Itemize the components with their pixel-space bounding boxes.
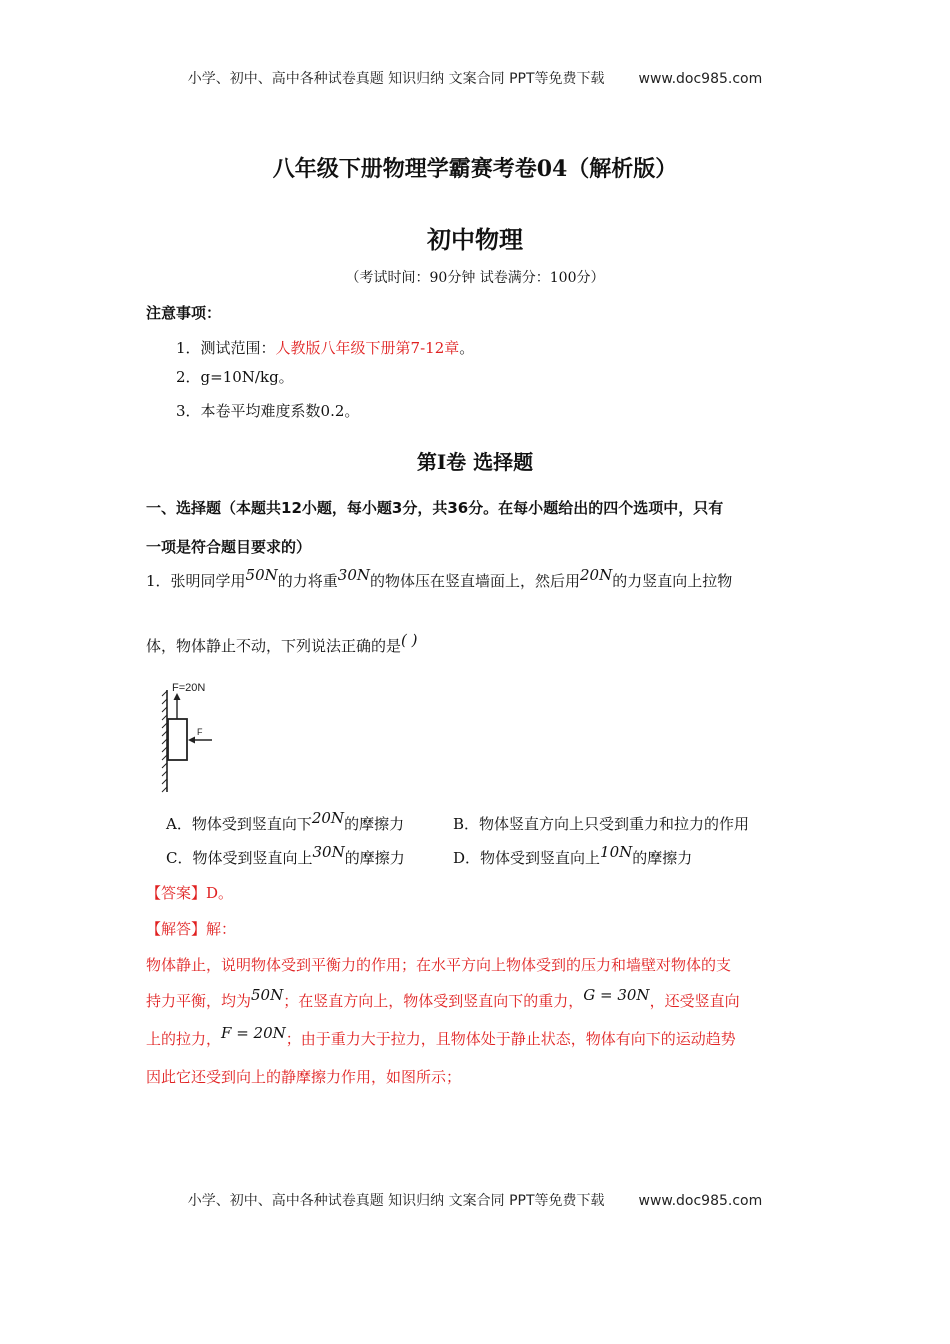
answer-label: 【答案】D。 <box>146 884 234 902</box>
q1-line-1 <box>146 566 733 591</box>
page-footer <box>0 1190 950 1210</box>
note-item-2: 2．g=10N/kg。 <box>176 368 294 386</box>
pull-arrow-head <box>174 693 181 700</box>
note-1-suffix: 。 <box>459 339 475 357</box>
section-title: 第Ⅰ卷 选择题 <box>416 450 534 474</box>
solution-3-text-2: ；由于重力大于拉力，且物体处于静止状态，物体有向下的运动趋势 <box>285 1030 736 1048</box>
header-site[interactable]: www.doc985.com <box>638 71 763 87</box>
footer-site[interactable]: www.doc985.com <box>638 1193 763 1209</box>
option-c[interactable] <box>166 843 405 868</box>
q1-text-2: 的力将重 <box>277 572 338 590</box>
solution-line-1: 物体静止，说明物体受到平衡力的作用；在水平方向上物体受到的压力和墙壁对物体的支 <box>146 956 732 974</box>
question-header-line-1: 一、选择题（本题共12小题，每小题3分，共36分。在每小题给出的四个选项中，只有 <box>146 499 724 517</box>
solution-2-math-1: 50N <box>251 986 284 1004</box>
block <box>168 719 187 760</box>
q1-text-3: 的物体压在竖直墙面上，然后用 <box>370 572 581 590</box>
option-a[interactable] <box>166 809 405 834</box>
option-d-text-2: 的摩擦力 <box>632 849 693 867</box>
question-header-line-2: 一项是符合题目要求的） <box>146 538 312 556</box>
option-c-text-2: 的摩擦力 <box>344 849 405 867</box>
option-d-text: D．物体受到竖直向上 <box>453 849 601 867</box>
side-force-label: F <box>197 727 203 737</box>
push-arrow-head <box>188 737 195 744</box>
note-1-prefix: 1．测试范围： <box>176 339 276 357</box>
q1-figure <box>150 676 230 796</box>
q1-math-3: 20N <box>580 566 613 584</box>
exam-info: （考试时间：90分钟 试卷满分：100分） <box>345 270 605 286</box>
footer-text: 小学、初中、高中各种试卷真题 知识归纳 文案合同 PPT等免费下载 <box>187 1193 605 1209</box>
option-c-text: C．物体受到竖直向上 <box>166 849 313 867</box>
option-a-text-2: 的摩擦力 <box>344 815 405 833</box>
q1-text-4: 的力竖直向上拉物 <box>612 572 733 590</box>
option-a-math: 20N <box>311 809 345 827</box>
solution-2-math-2: G = 30N <box>583 986 650 1004</box>
option-d[interactable] <box>453 843 693 868</box>
q1-text-1: 1．张明同学用 <box>146 572 246 590</box>
q1-line-2 <box>146 631 418 656</box>
option-c-math: 30N <box>312 843 345 861</box>
notes-title: 注意事项： <box>146 304 222 322</box>
note-item-1 <box>176 337 474 358</box>
q1-answer-blank: ( ) <box>401 631 418 649</box>
page-header <box>0 68 950 88</box>
solution-2-text-1: 持力平衡，均为 <box>146 992 252 1010</box>
solution-2-text-3: ，还受竖直向 <box>649 992 740 1010</box>
solution-line-3 <box>146 1024 736 1049</box>
option-b[interactable]: B．物体竖直方向上只受到重力和拉力的作用 <box>453 815 750 833</box>
solution-2-text-2: ；在竖直方向上，物体受到竖直向下的重力， <box>283 992 584 1010</box>
q1-math-2: 30N <box>337 566 370 584</box>
option-d-math: 10N <box>600 843 633 861</box>
option-a-text: A．物体受到竖直向下 <box>166 815 312 833</box>
top-force-label: F=20N <box>172 682 206 694</box>
solution-line-2 <box>146 986 740 1011</box>
solution-3-math: F = 20N <box>221 1024 286 1042</box>
q1-text-5: 体，物体静止不动，下列说法正确的是 <box>146 637 402 655</box>
solution-label: 【解答】解： <box>146 920 237 938</box>
header-text: 小学、初中、高中各种试卷真题 知识归纳 文案合同 PPT等免费下载 <box>187 71 605 87</box>
force-diagram <box>150 676 230 796</box>
note-1-range: 人教版八年级下册第7-12章 <box>275 339 460 357</box>
document-subtitle: 初中物理 <box>427 225 523 254</box>
q1-math-1: 50N <box>245 566 278 584</box>
solution-3-text-1: 上的拉力， <box>146 1030 222 1048</box>
document-title: 八年级下册物理学霸赛考卷04（解析版） <box>272 156 678 182</box>
note-item-3: 3．本卷平均难度系数0.2。 <box>176 402 360 420</box>
solution-line-4: 因此它还受到向上的静摩擦力作用，如图所示； <box>146 1068 462 1086</box>
